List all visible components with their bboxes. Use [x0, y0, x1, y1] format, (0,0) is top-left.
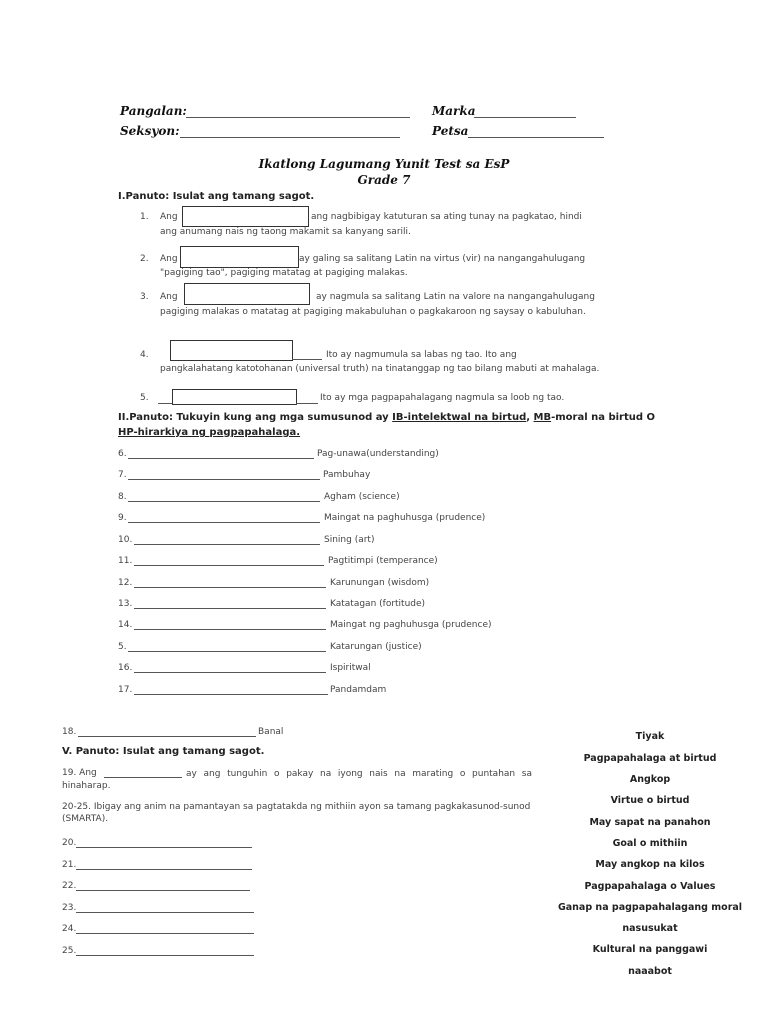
item-number: 1.	[140, 212, 149, 222]
answer-line-16[interactable]	[134, 672, 326, 673]
choice-item: Virtue o birtud	[610, 795, 690, 806]
item-text-cont: ang anumang nais ng taong makamit sa kanyang sarili.	[160, 227, 411, 237]
separator: ,	[526, 412, 534, 423]
blank-number: 24.	[62, 924, 77, 934]
list-item-number: 6.	[118, 449, 127, 459]
answer-line-8[interactable]	[128, 501, 320, 502]
part1-instruction: I.Panuto: Isulat ang tamang sagot.	[118, 191, 315, 202]
answer-line-21[interactable]	[76, 869, 252, 870]
list-item-text: Ispiritwal	[330, 663, 371, 673]
choice-item: Kultural na panggawi	[592, 944, 708, 955]
item-prefix: Ang	[160, 212, 178, 222]
list-item-number: 7.	[118, 470, 127, 480]
blank-number: 20.	[62, 838, 77, 848]
list-item-number: 13.	[118, 599, 133, 609]
choice-item: May angkop na kilos	[595, 859, 705, 870]
item-number: 2.	[140, 254, 149, 264]
blank-number: 23.	[62, 903, 77, 913]
answer-box-2[interactable]	[180, 246, 299, 268]
blank-number: 25.	[62, 946, 77, 956]
item-text-cont: "pagiging tao", pagiging matatag at pagiging malakas.	[160, 268, 408, 278]
hp-label: HP-hirarkiya ng pagpapahalaga.	[118, 427, 301, 438]
answer-line-24[interactable]	[76, 933, 254, 934]
list-item-number: 14.	[118, 620, 133, 630]
blank-number: 22.	[62, 881, 77, 891]
list-item-number: 16.	[118, 663, 133, 673]
score-field[interactable]	[474, 117, 576, 118]
list-item-text: Maingat na paghuhusga (prudence)	[324, 513, 486, 523]
answer-line-10[interactable]	[134, 544, 320, 545]
section-label: Seksyon:	[120, 124, 180, 138]
blank-number: 21.	[62, 860, 77, 870]
list-item-text: Banal	[258, 727, 284, 737]
answer-line-14[interactable]	[134, 629, 326, 630]
item-text: Ito ay mga pagpapahalagang nagmula sa loob ng tao.	[320, 393, 565, 403]
list-item-text: Pagtitimpi (temperance)	[328, 556, 438, 566]
answer-box-3[interactable]	[184, 283, 310, 305]
answer-line	[296, 403, 318, 404]
list-item-number: 12.	[118, 578, 133, 588]
choice-item: naaabot	[628, 966, 672, 977]
mb-text: -moral na birtud O	[551, 412, 656, 423]
item-prefix: Ang	[160, 254, 178, 264]
answer-line-15[interactable]	[128, 651, 326, 652]
q19-text: ay ang tunguhin o pakay na iyong nais na marating o puntahan sa hinaharap.	[62, 769, 532, 791]
list-item-text: Katarungan (justice)	[330, 642, 422, 652]
name-label: Pangalan:	[120, 104, 187, 118]
item-text: ay nagmula sa salitang Latin na valore na nangangahulugang	[316, 292, 595, 302]
part2-instruction-text: II.Panuto: Tukuyin kung ang mga sumusunod ay	[118, 412, 393, 423]
list-item-number: 18.	[62, 727, 77, 737]
choice-item: Ganap na pagpapahalagang moral	[557, 902, 743, 913]
item-text-cont: pagiging malakas o matatag at pagiging makabuluhan o pagkakaroon ng saysay o kabuluhan.	[160, 307, 586, 317]
q19-number: 19. Ang	[62, 768, 97, 778]
answer-line-17[interactable]	[134, 694, 328, 695]
list-item-number: 17.	[118, 685, 133, 695]
item-prefix: Ang	[160, 292, 178, 302]
score-label: Marka	[432, 104, 476, 118]
section-field[interactable]	[180, 137, 400, 138]
answer-line-12[interactable]	[134, 587, 326, 588]
choice-item: Tiyak	[635, 731, 665, 742]
list-item-number: 5.	[118, 642, 127, 652]
list-item-text: Pag-unawa(understanding)	[317, 449, 439, 459]
answer-line	[292, 359, 322, 360]
item-number: 4.	[140, 350, 149, 360]
choice-item: Pagpapahalaga o Values	[584, 881, 716, 892]
answer-line-25[interactable]	[76, 955, 254, 956]
date-label: Petsa	[432, 124, 469, 138]
answer-line-7[interactable]	[128, 479, 320, 480]
list-item-text: Pandamdam	[330, 685, 387, 695]
answer-line-23[interactable]	[76, 912, 254, 913]
item-text: ang nagbibigay katuturan sa ating tunay na pagkatao, hindi	[311, 212, 582, 222]
item-number: 5.	[140, 393, 149, 403]
list-item-number: 8.	[118, 492, 127, 502]
page-title: Ikatlong Lagumang Yunit Test sa EsP	[258, 157, 510, 171]
answer-line-6[interactable]	[128, 458, 314, 459]
choice-item: Goal o mithiin	[612, 838, 688, 849]
list-item-text: Pambuhay	[323, 470, 371, 480]
choice-item: May sapat na panahon	[589, 817, 711, 828]
item-number: 3.	[140, 292, 149, 302]
part2-instruction	[118, 412, 655, 423]
answer-box-1[interactable]	[182, 206, 309, 227]
answer-line-13[interactable]	[134, 608, 326, 609]
choice-item: nasusukat	[622, 923, 678, 934]
answer-box-5[interactable]	[172, 389, 297, 405]
answer-line	[158, 403, 172, 404]
item-text: ay galing sa salitang Latin na virtus (vir) na nangangahulugang	[299, 254, 586, 264]
mb-label: MB	[533, 412, 552, 423]
list-item-text: Karunungan (wisdom)	[330, 578, 430, 588]
date-field[interactable]	[468, 137, 604, 138]
answer-line-18[interactable]	[78, 736, 256, 737]
grade-label: Grade 7	[357, 173, 411, 187]
ib-label: IB-intelektwal na birtud	[392, 412, 527, 423]
list-item-text: Katatagan (fortitude)	[330, 599, 426, 609]
answer-box-4[interactable]	[170, 340, 293, 361]
answer-line-20[interactable]	[76, 847, 252, 848]
item-text-cont: pangkalahatang katotohanan (universal truth) na tinatanggap ng tao bilang mabuti at mahalaga.	[160, 364, 600, 374]
list-item-text: Maingat ng paghuhusga (prudence)	[330, 620, 492, 630]
list-item-text: Agham (science)	[324, 492, 400, 502]
part5-instruction: V. Panuto: Isulat ang tamang sagot.	[62, 746, 265, 757]
q20-text: 20-25. Ibigay ang anim na pamantayan sa pagtatakda ng mithiin ayon sa tamang pagkakasunod-sunod (SMARTA).	[62, 802, 531, 824]
choice-item: Pagpapahalaga at birtud	[583, 753, 717, 764]
answer-line-22[interactable]	[76, 890, 250, 891]
answer-line-9[interactable]	[128, 522, 320, 523]
choice-item: Angkop	[629, 774, 671, 785]
list-item-number: 9.	[118, 513, 127, 523]
item-text: Ito ay nagmumula sa labas ng tao. Ito ang	[326, 350, 517, 360]
list-item-text: Sining (art)	[324, 535, 375, 545]
list-item-number: 10.	[118, 535, 133, 545]
name-field[interactable]	[186, 117, 410, 118]
answer-line-11[interactable]	[134, 565, 324, 566]
list-item-number: 11.	[118, 556, 133, 566]
